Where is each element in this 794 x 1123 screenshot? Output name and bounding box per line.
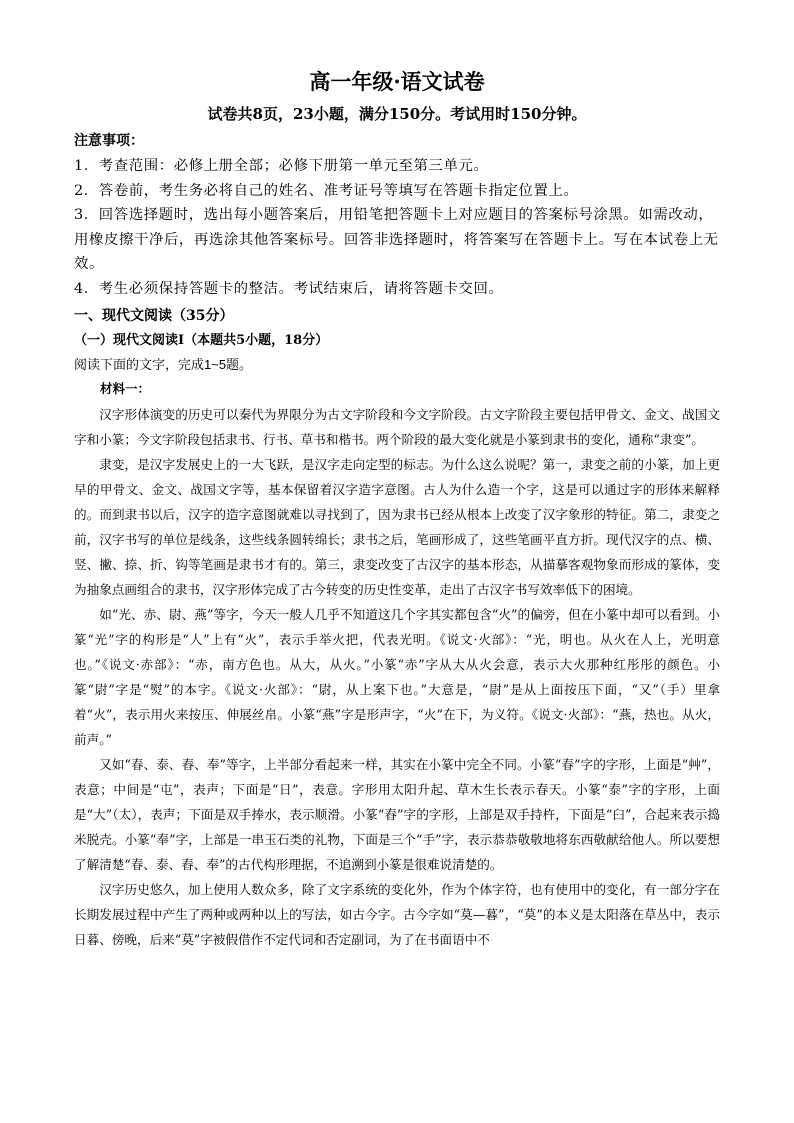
notice-item: 3．回答选择题时，选出每小题答案后，用铅笔把答题卡上对应题目的答案标号涂黑。如需改动，用橡皮擦干净后，再选涂其他答案标号。回答非选择题时，将答案写在答题卡上。写在本试卷上无效。 (74, 207, 719, 273)
notice-item: 1．考查范围：必修上册全部；必修下册第一单元至第三单元。 (74, 158, 489, 174)
material-label: 材料一： (100, 381, 151, 396)
exam-subtitle: 试卷共8页，23小题，满分150分。考试用时150分钟。 (207, 105, 587, 123)
paragraph: 又如“春、泰、舂、奉”等字，上半部分看起来一样，其实在小篆中完全不同。小篆“春”字的字形，上面是“艸”，表意；中间是“屯”，表声；下面是“日”，表意。字形用太阳升起、草木生长表示春天。小篆“泰”字的字形，上面是“大”（太），表声；下面是双手捧水，表示顺滑。小篆“舂”字的字形，上部是双手持杵，下面是“臼”，合起来表示捣米脱壳。小篆“奉”字，上部是一串玉石类的礼物，下面是三个“手”字，表示恭恭敬敬地将东西敬献给他人。所以要想了解清楚“春、泰、舂、奉”的古代构形理据，不追溯到小篆是很难说清楚的。 (74, 757, 720, 872)
notice-list (74, 154, 722, 302)
paragraph: 汉字形体演变的历史可以秦代为界限分为古文字阶段和今文字阶段。古文字阶段主要包括甲骨文、金文、战国文字和小篆；今文字阶段包括隶书、行书、草书和楷书。两个阶段的最大变化就是小篆到隶书的变化，通称“隶变”。 (74, 407, 720, 447)
material-text (74, 402, 720, 952)
reading-instruction: 阅读下面的文字，完成1~5题。 (74, 357, 253, 372)
paragraph: 汉字历史悠久，加上使用人数众多，除了文字系统的变化外，作为个体字符，也有使用中的变化，有一部分字在长期发展过程中产生了两种或两种以上的写法，如古今字。古今字如“莫—暮”，“莫”的本义是太阳落在草丛中，表示日暮、傍晚，后来“莫”字被假借作不定代词和否定副词，为了在书面语中不 (74, 882, 720, 947)
exam-title: 高一年级·语文试卷 (309, 69, 485, 94)
subsection-title: （一）现代文阅读Ⅰ（本题共5小题，18分） (74, 333, 329, 348)
paragraph: 如“光、赤、尉、燕”等字，今天一般人几乎不知道这几个字其实都包含“火”的偏旁，但在小篆中却可以看到。小篆“光”字的构形是“人”上有“火”，表示手举火把，代表光明。《说文·火部》：“光，明也。从火在人上，光明意也。”《说文·赤部》：“赤，南方色也。从大，从火。”小篆“赤”字从大从火会意，表示大火那种红彤彤的颜色。小篆“尉”字是“熨”的本字。《说文·火部》：“尉，从上案下也。”大意是，“尉”是从上面按压下面，“又”（手）里拿着“火”，表示用火来按压、伸展丝帛。小篆“燕”字是形声字，“火”在下，为义符。《说文·火部》：“燕，热也。从火，前声。” (74, 607, 720, 747)
notice-heading: 注意事项： (74, 133, 144, 149)
section-title: 一、现代文阅读（35分） (74, 308, 234, 324)
notice-item: 4．考生必须保持答题卡的整洁。考试结束后，请将答题卡交回。 (74, 280, 504, 297)
notice-item: 2．答卷前，考生务必将自己的姓名、准考证号等填写在答题卡指定位置上。 (74, 182, 579, 199)
paragraph: 隶变，是汉字发展史上的一大飞跃，是汉字走向定型的标志。为什么这么说呢？第一，隶变之前的小篆，加上更早的甲骨文、金文、战国文字等，基本保留着汉字造字意图。古人为什么造一个字，这是可以通过字的形体来解释的。而到隶书以后，汉字的造字意图就难以寻找到了，因为隶书已经从根本上改变了汉字象形的特征。第二，隶变之前，汉字书写的单位是线条，这些线条圆转绵长；隶书之后，笔画形成了，这些笔画平直方折。现代汉字的点、横、竖、撇、捺、折、钩等笔画是隶书才有的。第三，隶变改变了古汉字的基本形态，从描摹客观物象而形成的篆体，变为抽象点画组合的隶书，汉字形体完成了古今转变的历史性变革，走出了古汉字书写效率低下的困境。 (74, 457, 720, 597)
